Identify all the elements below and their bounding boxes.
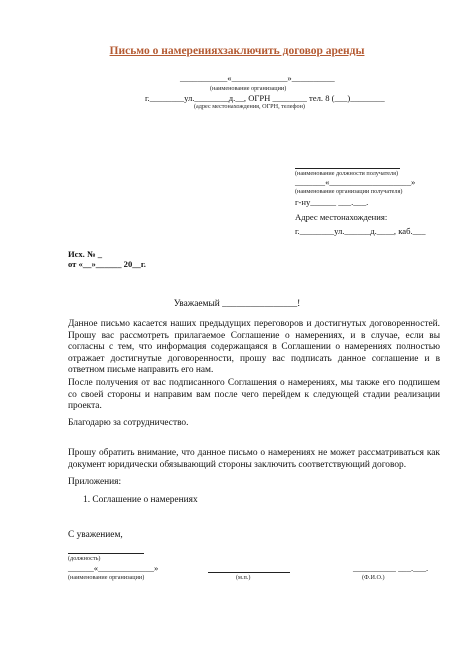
paragraph-3: Благодарю за сотрудничество.: [68, 418, 189, 428]
document-title: Письмо о намеренияхзаключить договор аренды: [109, 45, 365, 57]
signature-org-caption: (наименование организации): [68, 574, 145, 581]
closing: С уважением,: [68, 530, 123, 540]
greeting: Уважаемый ________________!: [173, 299, 301, 309]
outgoing-date: от «__»______ 20__г.: [68, 259, 146, 269]
signature-name-caption: (Ф.И.О.): [362, 574, 385, 581]
attachments-heading: Приложения:: [68, 477, 122, 487]
sender-org-line: ___________«_____________»__________: [180, 73, 335, 83]
sender-address-line: г.________ул.________д.__, ОГРН ________ тел. 8 (___)________: [145, 93, 385, 103]
paragraph-4: Прошу обратить внимание, что данное письмо о намерениях не может рассматриваться как документ юридически обязывающий стороны заключить соответствующий договор.: [68, 448, 440, 470]
paragraph-1: Данное письмо касается наших предыдущих переговоров и достигнутых договоренностей. Прошу вас рассмотреть прилагаемое Соглашение о намерениях, и в случае, если вы согласны с тем, что информация содержащаяся в Соглашении о намерениях полностью отражает достигнутые договоренности, прошу вас подписать данное соглашение и в ответном письме направить его нам.: [68, 319, 440, 376]
signature-org-line: ______«_____________»: [68, 563, 159, 573]
outgoing-ref: Исх. № _: [68, 249, 103, 259]
recipient-address-label: Адрес местонахождения:: [295, 212, 388, 222]
signature-stamp-caption: (м.п.): [236, 574, 251, 581]
signature-position-caption: (должность): [68, 555, 101, 562]
signature-position-rule: [68, 553, 144, 554]
recipient-address-line: г.________ул.______д.____, каб.___: [295, 226, 426, 236]
recipient-org-caption: (наименование организации получателя): [295, 188, 403, 195]
sender-address-caption: (адрес местонахождения, ОГРН, телефон): [194, 103, 305, 110]
recipient-position-caption: (наименование должности получателя): [295, 170, 399, 177]
sender-org-caption: (наименование организации): [210, 85, 287, 92]
signature-stamp-rule: [208, 572, 290, 573]
recipient-position-rule: [295, 168, 400, 169]
attachment-item: 1. Соглашение о намерениях: [83, 495, 198, 505]
signature-name-line: __________ ___.___.: [353, 563, 429, 573]
recipient-name-line: г-ну______ ___.___.: [295, 197, 369, 207]
paragraph-2: После получения от вас подписанного Соглашения о намерениях, мы также его подпишем со своей стороны и направим вам после чего перейдем к следующей стадии реализации проекта.: [68, 378, 440, 412]
recipient-org-line: _______«___________________»: [295, 177, 416, 187]
